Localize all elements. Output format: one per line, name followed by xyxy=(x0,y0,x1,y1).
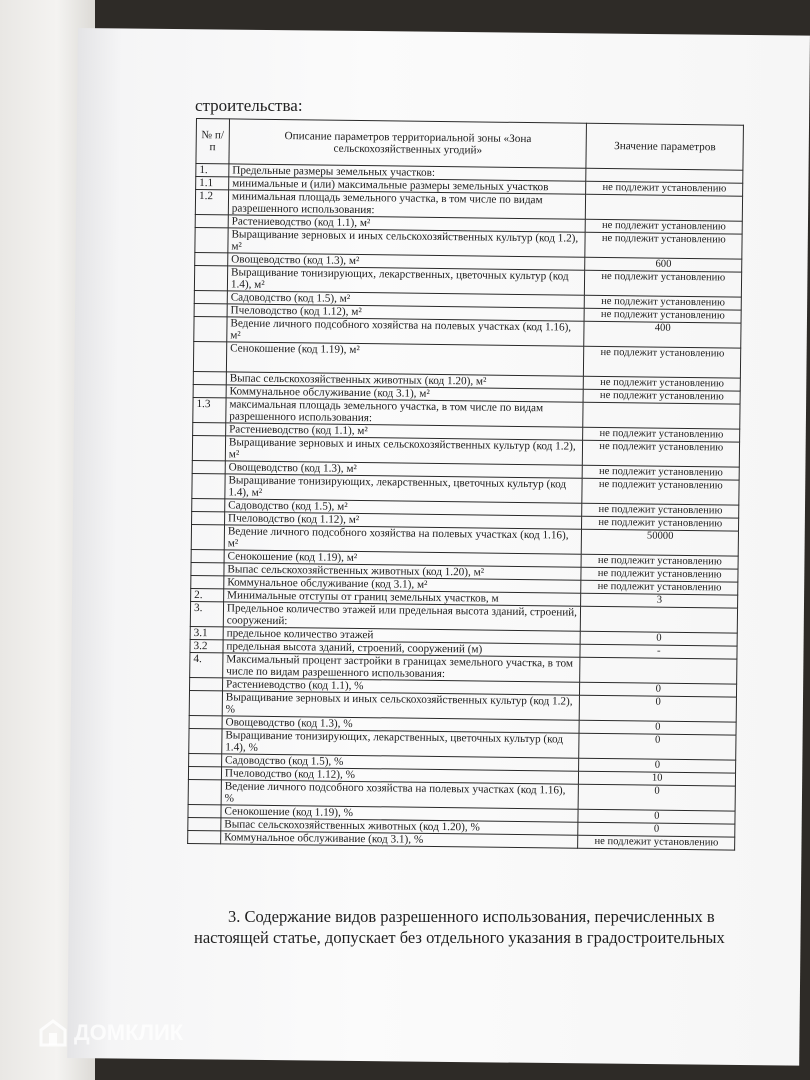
row-description: Выпас сельскохозяйственных животных (код 1.20), м² xyxy=(224,563,582,580)
row-number: 3.2 xyxy=(190,639,223,652)
row-description: Выращивание зерновых и иных сельскохозяйственных культур (код 1.2), м² xyxy=(225,436,583,465)
row-value: не подлежит установлению xyxy=(583,427,740,442)
house-logo-icon xyxy=(38,1018,68,1048)
header-num: № п/п xyxy=(196,119,229,164)
header-value: Значение параметров xyxy=(586,123,743,170)
row-value: не подлежит установлению xyxy=(582,503,739,518)
domclick-watermark xyxy=(38,1018,183,1048)
row-description: Коммунальное обслуживание (код 3.1), м² xyxy=(224,576,582,593)
row-description: Выпас сельскохозяйственных животных (код 1.20), % xyxy=(221,818,579,835)
row-value: 0 xyxy=(580,695,737,722)
row-value: 400 xyxy=(584,321,741,348)
row-number xyxy=(193,422,226,435)
row-value: не подлежит установлению xyxy=(581,567,738,582)
row-description: Садоводство (код 1.5), м² xyxy=(227,291,585,308)
row-value xyxy=(580,657,737,684)
row-description: Предельные размеры земельных участков: xyxy=(229,164,587,181)
row-description: Ведение личного подсобного хозяйства на полевых участках (код 1.16), % xyxy=(221,780,579,809)
article-paragraph xyxy=(194,906,748,948)
row-number xyxy=(192,511,225,524)
row-description: Выращивание тонизирующих, лекарственных, цветочных культур (код 1.4), % xyxy=(222,729,580,758)
row-description: Садоводство (код 1.5), % xyxy=(221,754,579,771)
row-description: Растениеводство (код 1.1), м² xyxy=(226,423,584,440)
row-number xyxy=(188,779,221,804)
row-value: 10 xyxy=(579,771,736,786)
paragraph-line-1: 3. Содержание видов разрешенного использования, перечисленных в xyxy=(228,907,715,926)
row-number xyxy=(193,371,226,384)
row-description: Выращивание зерновых и иных сельскохозяйственных культур (код 1.2), % xyxy=(222,691,580,720)
row-value: 50000 xyxy=(582,529,739,556)
row-number xyxy=(188,830,221,843)
row-description: Сенокошение (код 1.19), м² xyxy=(226,342,584,376)
row-number xyxy=(191,575,224,588)
row-number xyxy=(194,290,227,303)
row-value: - xyxy=(580,644,737,659)
row-description: Минимальные отступы от границ земельных участков, м xyxy=(224,589,582,606)
row-value: не подлежит установлению xyxy=(578,835,735,850)
row-number xyxy=(194,265,227,290)
row-number: 3.1 xyxy=(190,626,223,639)
row-description: Пчеловодство (код 1.12), м² xyxy=(227,304,585,321)
header-description: Описание параметров территориальной зоны «Зона сельскохозяйственных угодий» xyxy=(229,119,587,168)
row-description: Овощеводство (код 1.3), м² xyxy=(228,253,586,270)
row-value: не подлежит установлению xyxy=(581,580,738,595)
row-description: Растениеводство (код 1.1), % xyxy=(222,678,580,695)
parameters-table xyxy=(187,118,744,851)
row-number xyxy=(194,303,227,316)
row-value: не подлежит установлению xyxy=(584,389,741,404)
row-value: 0 xyxy=(578,822,735,837)
row-value: не подлежит установлению xyxy=(582,554,739,569)
row-description: Коммунальное обслуживание (код 3.1), % xyxy=(221,831,579,848)
row-number xyxy=(190,677,223,690)
row-description: Выпас сельскохозяйственных животных (код 1.20), м² xyxy=(226,372,584,389)
row-value: не подлежит установлению xyxy=(584,346,741,378)
row-number xyxy=(191,524,224,549)
row-value: 0 xyxy=(579,784,736,811)
row-number xyxy=(188,766,221,779)
row-number xyxy=(193,384,226,397)
row-value: 0 xyxy=(578,809,735,824)
row-value: 0 xyxy=(579,720,736,735)
table-header-row xyxy=(196,119,744,171)
row-value: 3 xyxy=(581,593,738,608)
row-description: Сенокошение (код 1.19), % xyxy=(221,805,579,822)
watermark-text: ДОМКЛИК xyxy=(74,1020,184,1045)
row-number xyxy=(189,690,222,715)
row-number: 1.3 xyxy=(193,397,226,422)
row-number xyxy=(195,214,228,227)
row-number: 3. xyxy=(190,601,223,626)
row-number xyxy=(192,460,225,473)
row-value xyxy=(586,194,743,221)
row-description: Пчеловодство (код 1.12), % xyxy=(221,767,579,784)
table-body xyxy=(188,164,743,851)
row-description: Ведение личного подсобного хозяйства на полевых участках (код 1.16), м² xyxy=(224,525,582,554)
row-number xyxy=(189,728,222,753)
row-value: не подлежит установлению xyxy=(585,295,742,310)
paragraph-line-2: настоящей статье, допускает без отдельного указания в градостроительных xyxy=(194,928,725,947)
row-number xyxy=(192,498,225,511)
row-description: Выращивание тонизирующих, лекарственных, цветочных культур (код 1.4), м² xyxy=(227,266,585,295)
row-description: минимальные и (или) максимальные размеры земельных участков xyxy=(229,177,587,194)
row-number: 4. xyxy=(190,652,223,677)
row-value: не подлежит установлению xyxy=(585,232,742,259)
row-description: Садоводство (код 1.5), м² xyxy=(225,499,583,516)
row-number xyxy=(194,316,227,341)
row-description: Коммунальное обслуживание (код 3.1), м² xyxy=(226,385,584,402)
row-value: 600 xyxy=(585,257,742,272)
row-number xyxy=(195,252,228,265)
row-number xyxy=(188,804,221,817)
row-description: предельное количество этажей xyxy=(223,627,581,644)
row-value: не подлежит установлению xyxy=(583,440,740,467)
row-value: не подлежит установлению xyxy=(582,516,739,531)
row-number xyxy=(189,715,222,728)
row-value: не подлежит установлению xyxy=(582,478,739,505)
row-description: Овощеводство (код 1.3), м² xyxy=(225,461,583,478)
row-description: минимальная площадь земельного участка, в том числе по видам разрешенного использования: xyxy=(228,190,586,219)
row-description: Предельное количество этажей или предельная высота зданий, строений, сооружений: xyxy=(223,602,581,631)
row-value: не подлежит установлению xyxy=(585,270,742,297)
row-value: 0 xyxy=(581,631,738,646)
row-description: максимальная площадь земельного участка, в том числе по видам разрешенного использования: xyxy=(226,398,584,427)
row-number xyxy=(191,549,224,562)
row-number xyxy=(188,817,221,830)
row-description: Растениеводство (код 1.1), м² xyxy=(228,215,586,232)
row-number: 1.2 xyxy=(195,190,228,215)
row-number xyxy=(193,341,226,371)
row-number xyxy=(192,435,225,460)
row-value: не подлежит установлению xyxy=(586,181,743,196)
row-value: не подлежит установлению xyxy=(584,376,741,391)
row-value: не подлежит установлению xyxy=(586,219,743,234)
row-number xyxy=(192,473,225,498)
row-number xyxy=(191,562,224,575)
row-description: Пчеловодство (код 1.12), м² xyxy=(224,512,582,529)
row-number: 1. xyxy=(196,164,229,177)
row-value: не подлежит установлению xyxy=(585,308,742,323)
row-value: 0 xyxy=(580,682,737,697)
row-description: Выращивание зерновых и иных сельскохозяйственных культур (код 1.2), м² xyxy=(228,228,586,257)
row-number xyxy=(189,753,222,766)
row-description: предельная высота зданий, строений, сооружений (м) xyxy=(223,640,581,657)
row-description: Овощеводство (код 1.3), % xyxy=(222,716,580,733)
section-heading: строительства: xyxy=(195,96,303,115)
row-number: 1.1 xyxy=(196,177,229,190)
row-value xyxy=(583,402,740,429)
row-value: не подлежит установлению xyxy=(583,465,740,480)
row-description: Сенокошение (код 1.19), м² xyxy=(224,550,582,567)
row-description: Ведение личного подсобного хозяйства на полевых участках (код 1.16), м² xyxy=(227,317,585,346)
row-number xyxy=(195,227,228,252)
row-value: 0 xyxy=(579,733,736,760)
row-value xyxy=(581,606,738,633)
row-description: Выращивание тонизирующих, лекарственных, цветочных культур (код 1.4), м² xyxy=(225,474,583,503)
row-number: 2. xyxy=(191,588,224,601)
row-description: Максимальный процент застройки в границах земельного участка, в том числе по видам разрешенного использования: xyxy=(223,653,581,682)
row-value: 0 xyxy=(579,758,736,773)
